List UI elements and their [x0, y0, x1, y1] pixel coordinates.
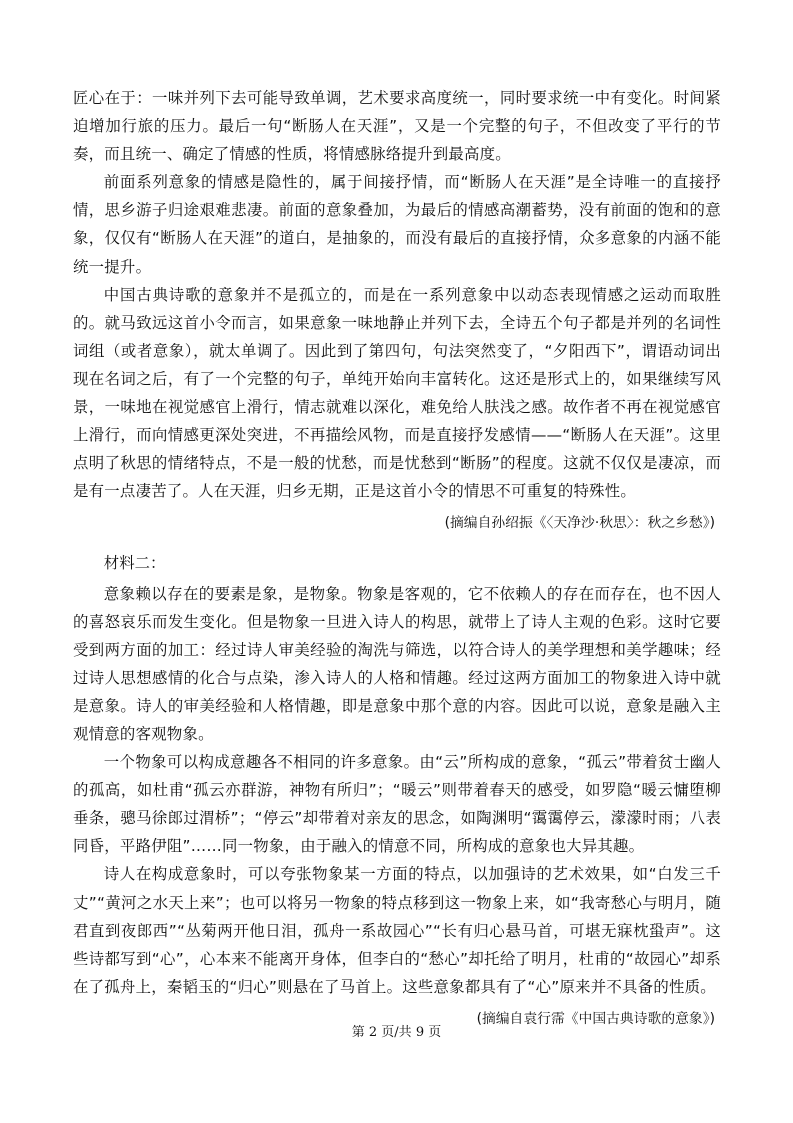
section-heading: 材料二：	[103, 554, 166, 573]
paragraph: 中国古典诗歌的意象并不是孤立的，而是在一系列意象中以动态表现情感之运动而取胜的。就马致远这首小令而言，如果意象一味地静止并列下去，全诗五个句子都是并列的名词性词组（或者意象），就太单调了。因此到了第四句，句法突然变了，“夕阳西下”，谓语动词出现在名词之后，有了一个完整的句子，单纯开始向丰富转化。这还是形式上的，如果继续写风景，一味地在视觉感官上滑行，情志就难以深化，难免给人肤浅之感。故作者不再在视觉感官上滑行，而向情感更深处突进，不再描绘风物，而是直接抒发感情——“断肠人在天涯”。这里点明了秋思的情绪特点，不是一般的忧愁，而是忧愁到“断肠”的程度。这就不仅仅是凄凉，而是有一点凄苦了。人在天涯，归乡无期，正是这首小令的情思不可重复的特殊性。	[73, 285, 721, 501]
paragraph: 诗人在构成意象时，可以夸张物象某一方面的特点，以加强诗的艺术效果，如“白发三千丈”“黄河之水天上来”；也可以将另一物象的特点移到这一物象上来，如“我寄愁心与明月，随君直到夜郎西”“丛菊两开他日泪，孤舟一系故园心”“长有归心悬马首，可堪无寐枕蛩声”。这些诗都写到“心”，心本来不能离开身体，但李白的“愁心”却托给了明月，杜甫的“故园心”却系在了孤舟上，秦韬玉的“归心”则悬在了马首上。这些意象都具有了“心”原来并不具备的性质。	[73, 865, 721, 996]
source-citation: (摘编自袁行霈《中国古典诗歌的意象》)	[476, 1010, 715, 1027]
page-number: 第 2 页/共 9 页	[351, 1025, 442, 1040]
paragraph: 匠心在于：一味并列下去可能导致单调，艺术要求高度统一，同时要求统一中有变化。时间紧迫增加行旅的压力。最后一句“断肠人在天涯”，又是一个完整的句子，不但改变了平行的节奏，而且统一、确定了情感的性质，将情感脉络提升到最高度。	[73, 89, 721, 164]
paragraph: 一个物象可以构成意趣各不相同的许多意象。由“云”所构成的意象，“孤云”带着贫士幽人的孤高，如杜甫“孤云亦群游，神物有所归”；“暖云”则带着春天的感受，如罗隐“暖云慵堕柳垂条，骢马徐郎过渭桥”；“停云”却带着对亲友的思念，如陶渊明“霭霭停云，濛濛时雨；八表同昏，平路伊阻”……同一物象，由于融入的情意不同，所构成的意象也大异其趣。	[73, 753, 721, 856]
source-citation: (摘编自孙绍振《〈天净沙·秋思〉：秋之乡愁》)	[444, 515, 715, 532]
document-body	[73, 84, 721, 1031]
paragraph: 前面系列意象的情感是隐性的，属于间接抒情，而“断肠人在天涯”是全诗唯一的直接抒情，思乡游子归途艰难悲凄。前面的意象叠加，为最后的情感高潮蓄势，没有前面的饱和的意象，仅仅有“断肠人在天涯”的道白，是抽象的，而没有最后的直接抒情，众多意象的内涵不能统一提升。	[73, 173, 721, 276]
paragraph: 意象赖以存在的要素是象，是物象。物象是客观的，它不依赖人的存在而存在，也不因人的喜怒哀乐而发生变化。但是物象一旦进入诗人的构思，就带上了诗人主观的色彩。这时它要受到两方面的加工：经过诗人审美经验的淘洗与筛选，以符合诗人的美学理想和美学趣味；经过诗人思想感情的化合与点染，渗入诗人的人格和情趣。经过这两方面加工的物象进入诗中就是意象。诗人的审美经验和人格情趣，即是意象中那个意的内容。因此可以说，意象是融入主观情意的客观物象。	[73, 584, 721, 743]
